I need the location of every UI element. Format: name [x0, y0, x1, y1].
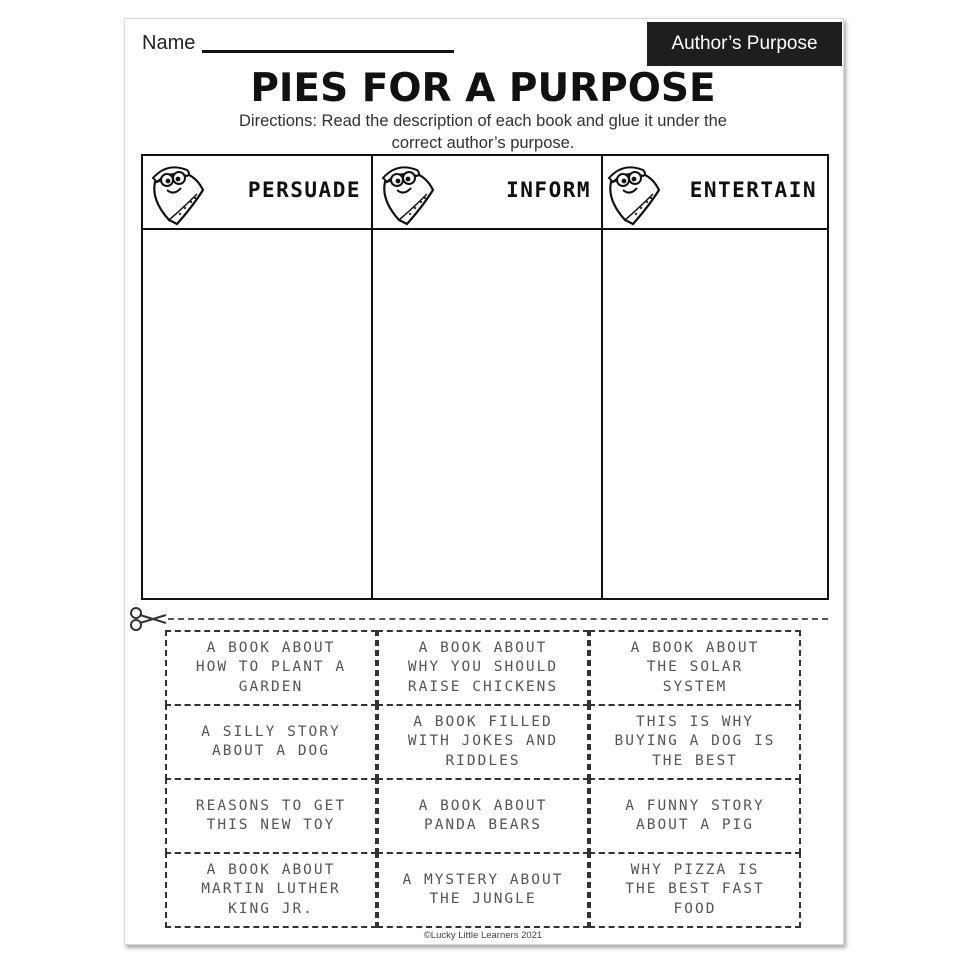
sorting-table	[141, 154, 829, 600]
book-card[interactable]	[165, 704, 377, 780]
drop-zone-persuade[interactable]	[143, 230, 371, 598]
book-card-line: A MYSTERY ABOUT	[402, 871, 564, 888]
book-card-text	[201, 861, 341, 920]
book-card-line: ABOUT A PIG	[635, 817, 755, 833]
cut-line	[168, 618, 828, 620]
drop-zone-inform[interactable]	[373, 230, 601, 598]
book-card-line: SYSTEM	[662, 678, 728, 695]
column-header-entertain	[603, 156, 827, 228]
book-card-line: A BOOK ABOUT	[630, 639, 760, 656]
book-card-text	[196, 639, 346, 698]
copyright-footer: ©Lucky Little Learners 2021	[423, 930, 543, 941]
book-card-line: REASONS TO GET	[195, 797, 347, 814]
book-card[interactable]	[377, 704, 589, 780]
book-card-line: ABOUT A DOG	[211, 743, 331, 759]
book-card-line: BUYING A DOG IS	[614, 733, 776, 750]
topic-tag: Author’s Purpose	[647, 22, 842, 66]
cut-out-cards	[165, 630, 801, 928]
book-card-text	[201, 723, 341, 762]
book-card-text	[625, 797, 765, 836]
book-card-line: GARDEN	[238, 678, 304, 695]
book-card-line: A BOOK ABOUT	[418, 797, 548, 814]
book-card-text	[403, 871, 564, 910]
book-card-line: WHY YOU SHOULD	[407, 659, 559, 676]
book-card-text	[419, 797, 548, 836]
book-card-text	[196, 797, 346, 836]
book-card-line: A SILLY STORY	[201, 723, 341, 740]
book-card-line: MARTIN LUTHER	[201, 881, 341, 898]
book-card[interactable]	[589, 852, 801, 928]
book-card-text	[625, 861, 765, 920]
column-label-entertain: ENTERTAIN	[689, 178, 817, 202]
name-label: Name	[142, 32, 196, 54]
column-label-persuade: PERSUADE	[247, 178, 361, 202]
book-card[interactable]	[377, 852, 589, 928]
book-card-line: PANDA BEARS	[423, 817, 542, 833]
book-card-line: THE BEST FAST	[625, 881, 765, 898]
book-card-text	[408, 639, 558, 698]
book-card-line: THIS NEW TOY	[206, 817, 336, 833]
pie-slice-icon	[377, 160, 439, 226]
drop-zone-entertain[interactable]	[603, 230, 827, 598]
directions-line-2: correct author’s purpose.	[391, 134, 575, 152]
book-card-line: A BOOK ABOUT	[206, 861, 336, 878]
directions-line-1: Directions: Read the description of each book and glue it under the	[239, 112, 727, 130]
book-card-line: A BOOK FILLED	[413, 713, 553, 730]
book-card-text	[631, 639, 760, 698]
book-card-line: RIDDLES	[445, 752, 521, 769]
book-card[interactable]	[165, 852, 377, 928]
column-header-inform	[373, 156, 601, 228]
book-card[interactable]	[589, 630, 801, 706]
book-card-line: WITH JOKES AND	[407, 733, 559, 750]
book-card-line: THE JUNGLE	[429, 891, 537, 907]
book-card-line: THE BEST	[652, 752, 738, 769]
directions	[170, 110, 796, 154]
column-header-persuade	[143, 156, 371, 228]
book-card-line: A BOOK ABOUT	[418, 639, 548, 656]
book-card[interactable]	[377, 630, 589, 706]
book-card[interactable]	[589, 778, 801, 854]
book-card-line: WHY PIZZA IS	[630, 861, 760, 878]
book-card-line: THE SOLAR	[646, 659, 744, 676]
book-card-line: RAISE CHICKENS	[407, 678, 559, 695]
pie-slice-icon	[147, 160, 209, 226]
table-header-row	[143, 156, 827, 230]
book-card[interactable]	[377, 778, 589, 854]
book-card-line: THIS IS WHY	[635, 713, 754, 730]
page-title: PIES FOR A PURPOSE	[250, 66, 716, 111]
book-card-text	[408, 713, 558, 772]
book-card[interactable]	[165, 778, 377, 854]
book-card-line: KING JR.	[228, 900, 314, 917]
book-card[interactable]	[165, 630, 377, 706]
book-card-text	[615, 713, 776, 772]
book-card-line: HOW TO PLANT A	[195, 659, 347, 676]
scissors-icon	[128, 606, 168, 632]
book-card-line: FOOD	[673, 900, 717, 917]
book-card-line: A FUNNY STORY	[625, 797, 765, 814]
pie-slice-icon	[603, 160, 665, 226]
column-label-inform: INFORM	[506, 178, 591, 202]
name-write-line[interactable]	[202, 50, 454, 53]
book-card[interactable]	[589, 704, 801, 780]
book-card-line: A BOOK ABOUT	[206, 639, 336, 656]
